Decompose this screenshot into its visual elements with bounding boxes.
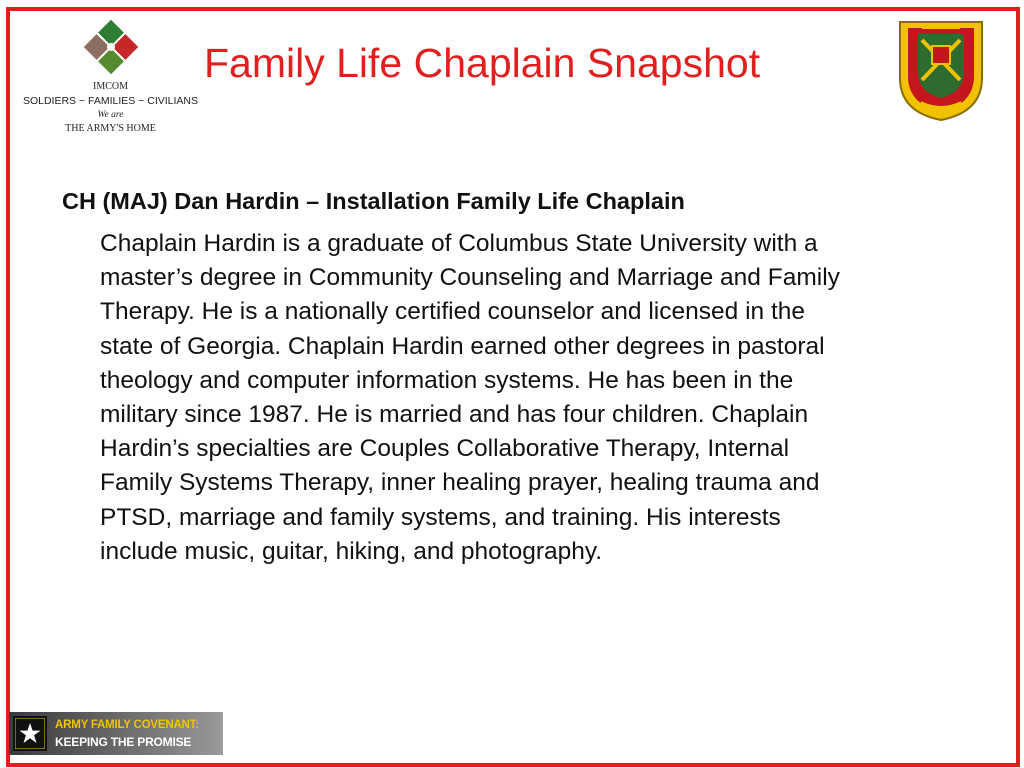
chaplain-heading: CH (MAJ) Dan Hardin – Installation Family Life Chaplain — [62, 188, 685, 214]
bio-line: Chaplain Hardin is a graduate of Columbus State University with a — [100, 230, 818, 257]
imcom-motto: SOLDIERS ~ FAMILIES ~ CIVILIANS — [22, 95, 199, 107]
army-family-covenant-banner — [9, 712, 223, 755]
unit-crest-icon — [892, 16, 990, 124]
bio-line: master’s degree in Community Counseling and Marriage and Family — [100, 264, 840, 292]
bio-line: include music, guitar, hiking, and photography. — [100, 537, 603, 565]
bio-line: Hardin’s specialties are Couples Collaborative Therapy, Internal — [100, 435, 790, 463]
bio-line: PTSD, marriage and family systems, and training. His interests — [100, 503, 781, 531]
bio-line: theology and computer information systems. He has been in the — [100, 366, 794, 394]
army-star-icon — [13, 716, 47, 751]
bio-line: Therapy. He is a nationally certified counselor and licensed in the — [100, 298, 805, 326]
bio-paragraph — [100, 227, 980, 569]
bio-line: Family Systems Therapy, inner healing prayer, healing trauma and — [100, 469, 820, 497]
imcom-text-block — [8, 80, 213, 136]
imcom-we-are: We are — [97, 110, 124, 120]
bio-line: state of Georgia. Chaplain Hardin earned other degrees in pastoral — [100, 332, 825, 360]
covenant-subtitle: KEEPING THE PROMISE — [55, 735, 192, 749]
covenant-title: ARMY FAMILY COVENANT: — [55, 719, 199, 731]
page-title: Family Life Chaplain Snapshot — [204, 40, 761, 86]
imcom-name: IMCOM — [92, 81, 128, 92]
imcom-home: THE ARMY'S HOME — [65, 123, 156, 134]
imcom-logo-icon — [80, 16, 142, 78]
bio-line: military since 1987. He is married and has four children. Chaplain — [100, 401, 809, 429]
